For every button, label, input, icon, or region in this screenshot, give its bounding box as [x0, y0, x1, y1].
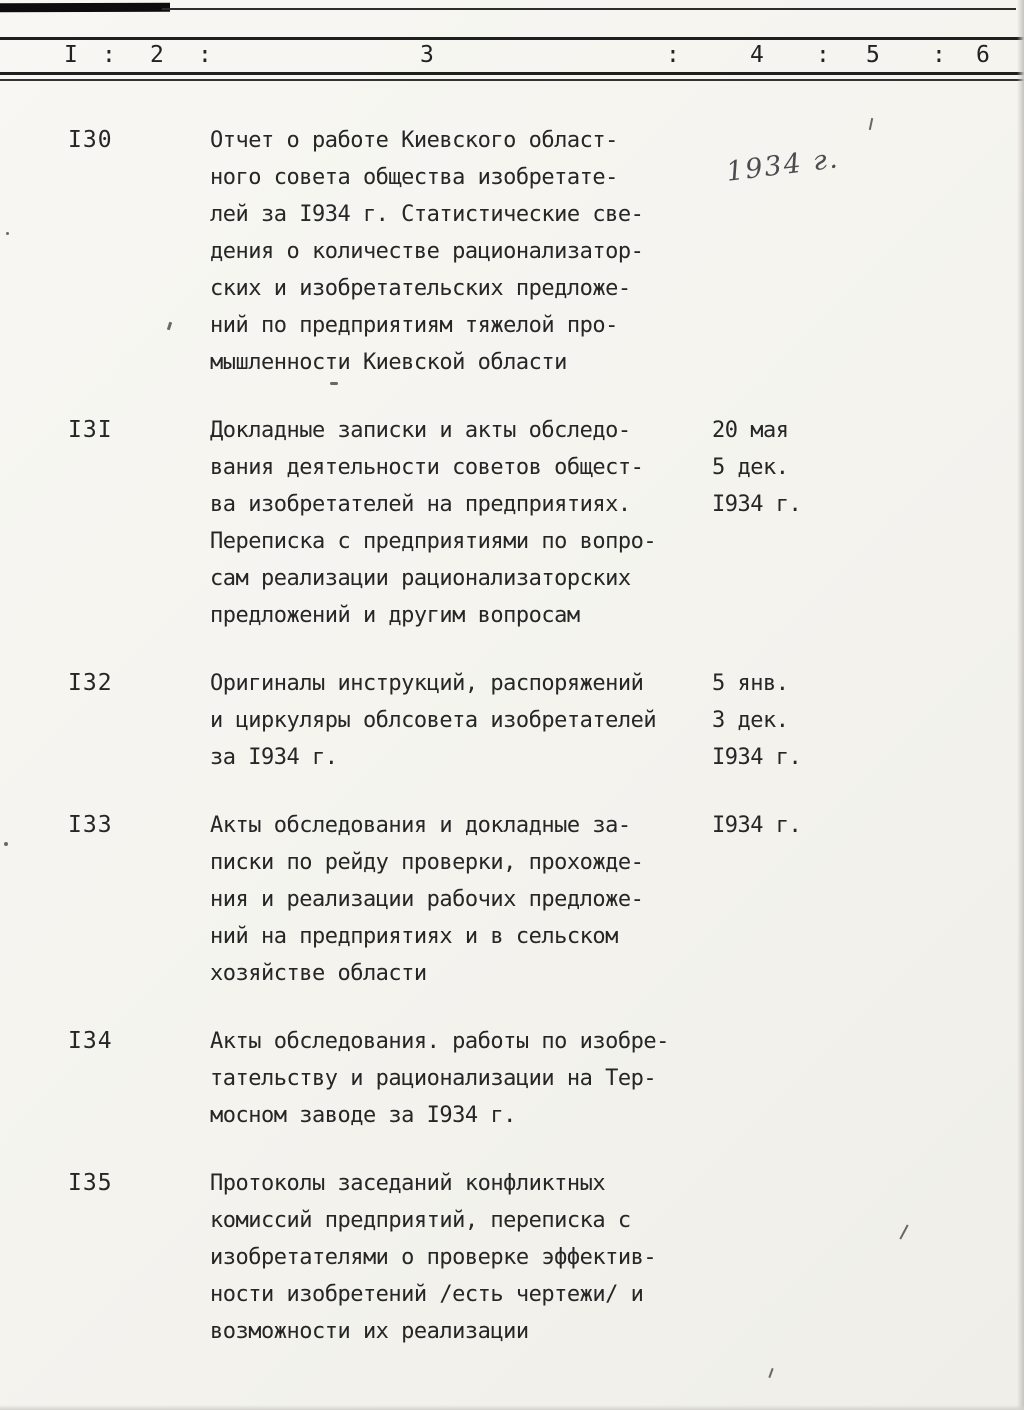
entry-description-line: Отчет о работе Киевского област- — [210, 128, 618, 153]
entry-line — [210, 739, 1024, 776]
column-header-2: 2 — [150, 42, 164, 68]
entry-line — [210, 344, 1024, 381]
entry-line — [210, 1313, 1024, 1350]
column-separator: : — [102, 42, 116, 68]
entry-description-line: сам реализации рационализаторских — [210, 566, 631, 591]
entry-line — [210, 122, 1024, 159]
entry-lines — [210, 1023, 1024, 1134]
entry-description-line: хозяйстве области — [210, 961, 427, 986]
entry-date: 20 мая — [712, 418, 789, 443]
entry-description-line: ских и изобретательских предложе- — [210, 276, 631, 301]
column-header-5: 5 — [866, 42, 880, 68]
entry-line — [210, 955, 1024, 992]
entry-line — [210, 844, 1024, 881]
entry-line — [210, 918, 1024, 955]
entry-description-line: лей за I934 г. Статистические све- — [210, 202, 644, 227]
entry-line — [210, 1202, 1024, 1239]
entry-line — [210, 159, 1024, 196]
entry-description-line: писки по рейду проверки, прохожде- — [210, 850, 644, 875]
entry-description-line: ний по предприятиям тяжелой про- — [210, 313, 618, 338]
column-header-3: 3 — [420, 42, 434, 68]
handwritten-year-note: 1934 г. — [724, 143, 841, 188]
entry-description-line: Переписка с предприятиями по вопро- — [210, 529, 657, 554]
entry-description-line: Акты обследования. работы по изобре- — [210, 1029, 669, 1054]
entry-number: I33 — [68, 812, 113, 838]
entry-description-line: ва изобретателей на предприятиях. — [210, 492, 631, 517]
entry-date: 5 янв. — [712, 671, 789, 696]
entry — [0, 1023, 1024, 1134]
entry-description-line: ния и реализации рабочих предложе- — [210, 887, 644, 912]
entry-lines — [210, 807, 1024, 992]
entry-line — [210, 597, 1024, 634]
entry-description-line: предложений и другим вопросам — [210, 603, 580, 628]
entry-date: I934 г. — [712, 745, 802, 770]
scan-edge-line — [162, 8, 1016, 10]
entry — [0, 665, 1024, 776]
entry-line — [210, 307, 1024, 344]
column-separator: : — [198, 42, 212, 68]
entry-description-line: за I934 г. — [210, 745, 338, 770]
entry-line — [210, 881, 1024, 918]
entry-description-line: ний на предприятиях и в сельском — [210, 924, 618, 949]
entry-lines — [210, 122, 1024, 381]
entry — [0, 807, 1024, 992]
entry-line — [210, 233, 1024, 270]
entry — [0, 412, 1024, 634]
entry-line — [210, 1097, 1024, 1134]
entry-description-line: изобретателями о проверке эффектив- — [210, 1245, 657, 1270]
entry-line — [210, 196, 1024, 233]
entry-line — [210, 665, 1024, 702]
column-header-6: 6 — [976, 42, 990, 68]
entry-date: 5 дек. — [712, 455, 789, 480]
entry-lines — [210, 412, 1024, 634]
entry-line — [210, 449, 1024, 486]
entry-line — [210, 486, 1024, 523]
entry-lines — [210, 665, 1024, 776]
entry-number: I35 — [68, 1170, 113, 1196]
entry-number: I32 — [68, 670, 113, 696]
entry-description-line: ного совета общества изобретате- — [210, 165, 618, 190]
column-header-4: 4 — [750, 42, 764, 68]
entry-line — [210, 1060, 1024, 1097]
column-separator: : — [932, 42, 946, 68]
entry-line — [210, 1023, 1024, 1060]
entry-lines — [210, 1165, 1024, 1350]
entry-line — [210, 523, 1024, 560]
entry-description-line: мосном заводе за I934 г. — [210, 1103, 516, 1128]
entry-date: I934 г. — [712, 813, 802, 838]
header-rule-middle — [0, 72, 1024, 75]
entry-description-line: Оригиналы инструкций, распоряжений — [210, 671, 644, 696]
entry-line — [210, 560, 1024, 597]
entry-number: I30 — [68, 127, 113, 153]
entry-description-line: Акты обследования и докладные за- — [210, 813, 631, 838]
entries — [0, 122, 1024, 1381]
entry-description-line: и циркуляры облсовета изобретателей — [210, 708, 657, 733]
header-rule-top — [0, 37, 1024, 40]
entry — [0, 122, 1024, 381]
entry-date: I934 г. — [712, 492, 802, 517]
entry-line — [210, 807, 1024, 844]
column-header-1: I — [64, 42, 78, 68]
entry-line — [210, 1239, 1024, 1276]
entry-description-line: Докладные записки и акты обследо- — [210, 418, 631, 443]
scan-edge-bar — [0, 3, 170, 13]
entry-date: 3 дек. — [712, 708, 789, 733]
entry-line — [210, 1276, 1024, 1313]
entry-number: I3I — [68, 417, 113, 443]
entry-description-line: мышленности Киевской области — [210, 350, 567, 375]
entry-description-line: дения о количестве рационализатор- — [210, 239, 644, 264]
header-rule-bottom — [0, 79, 1024, 81]
entry — [0, 1165, 1024, 1350]
entry-number: I34 — [68, 1028, 113, 1054]
entry-description-line: тательству и рационализации на Тер- — [210, 1066, 657, 1091]
entry-line — [210, 1165, 1024, 1202]
entry-description-line: комиссий предприятий, переписка с — [210, 1208, 631, 1233]
column-separator: : — [666, 42, 680, 68]
entry-description-line: ности изобретений /есть чертежи/ и — [210, 1282, 644, 1307]
page-edge-shadow-bottom — [0, 1405, 1024, 1410]
entry-description-line: вания деятельности советов общест- — [210, 455, 644, 480]
entry-line — [210, 412, 1024, 449]
column-separator: : — [816, 42, 830, 68]
entry-line — [210, 702, 1024, 739]
entry-description-line: Протоколы заседаний конфликтных — [210, 1171, 606, 1196]
entry-line — [210, 270, 1024, 307]
entry-description-line: возможности их реализации — [210, 1319, 529, 1344]
